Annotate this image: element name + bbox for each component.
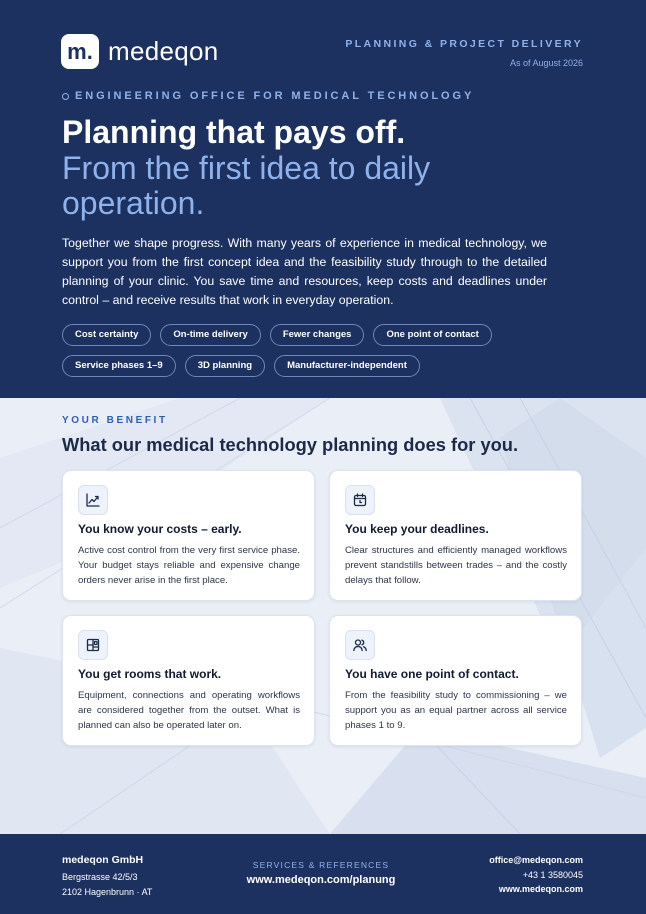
city-address: 2102 Hagenbrunn · AT <box>62 887 153 897</box>
benefit-card-contact <box>329 615 582 746</box>
users-icon <box>345 630 375 660</box>
headline-primary: Planning that pays off. <box>62 114 406 150</box>
logo-wordmark: medeqon <box>108 36 219 66</box>
chip-fewer-changes: Fewer changes <box>270 324 365 346</box>
hero-section <box>0 0 646 398</box>
hero-eyebrow <box>62 90 474 102</box>
headline-secondary: From the first idea to daily operation. <box>62 150 431 221</box>
document-date: As of August 2026 <box>509 58 583 68</box>
feature-chips <box>62 324 562 377</box>
website-link[interactable]: www.medeqon.com <box>498 884 583 894</box>
footer <box>0 834 646 914</box>
card-text: From the feasibility study to commissioning – we support you as an equal partner across all service phases 1 to 9. <box>345 690 567 731</box>
chip-one-point-of-contact: One point of contact <box>373 324 491 346</box>
street-address: Bergstrasse 42/5/3 <box>62 872 138 882</box>
floorplan-icon <box>78 630 108 660</box>
footer-address <box>62 853 152 900</box>
ring-bullet-icon <box>62 93 69 100</box>
benefit-card-rooms <box>62 615 315 746</box>
section-label: YOUR BENEFIT <box>62 415 168 426</box>
brand-logo[interactable] <box>61 34 219 69</box>
card-title: You keep your deadlines. <box>345 522 489 536</box>
chip-cost-certainty: Cost certainty <box>62 324 151 346</box>
trending-chart-icon <box>78 485 108 515</box>
card-text: Clear structures and efficiently managed workflows prevent standstills between trades – and the costly delays that follow. <box>345 545 567 586</box>
header-meta <box>345 38 583 68</box>
card-title: You have one point of contact. <box>345 667 519 681</box>
card-text: Equipment, connections and operating workflows are considered together from the outset. What is planned can also be operated later on. <box>78 690 300 731</box>
company-name: medeqon GmbH <box>62 854 144 866</box>
hero-headline <box>62 113 532 221</box>
phone-number[interactable]: +43 1 3580045 <box>522 869 583 880</box>
chip-manufacturer-independent: Manufacturer-independent <box>274 355 420 377</box>
footer-references <box>200 860 442 886</box>
hero-intro: Together we shape progress. With many years of experience in medical technology, we support you from the first concept idea and the feasibility study through to the detailed planning of your clinic. You save time and resources, keep costs and deadlines under control – and receive results that work in everyday operation. <box>62 236 547 307</box>
footer-contact <box>489 853 583 897</box>
chip-on-time-delivery: On-time delivery <box>160 324 260 346</box>
benefit-card-costs <box>62 470 315 601</box>
references-link[interactable]: www.medeqon.com/planung <box>246 874 396 886</box>
references-label: SERVICES & REFERENCES <box>252 860 390 870</box>
email-link[interactable]: office@medeqon.com <box>489 855 583 865</box>
chip-3d-planning: 3D planning <box>185 355 265 377</box>
benefit-card-deadlines <box>329 470 582 601</box>
benefits-section <box>0 398 646 834</box>
card-text: Active cost control from the very first service phase. Your budget stays reliable and expensive change orders never arise in the first place. <box>78 545 300 586</box>
logo-mark: m. <box>61 34 99 69</box>
chip-service-phases: Service phases 1–9 <box>62 355 176 377</box>
eyebrow-text: ENGINEERING OFFICE FOR MEDICAL TECHNOLOGY <box>75 90 475 102</box>
card-title: You get rooms that work. <box>78 667 222 681</box>
calendar-icon <box>345 485 375 515</box>
section-title: What our medical technology planning does for you. <box>62 434 519 455</box>
card-title: You know your costs – early. <box>78 522 242 536</box>
division-label: PLANNING & PROJECT DELIVERY <box>345 38 583 50</box>
